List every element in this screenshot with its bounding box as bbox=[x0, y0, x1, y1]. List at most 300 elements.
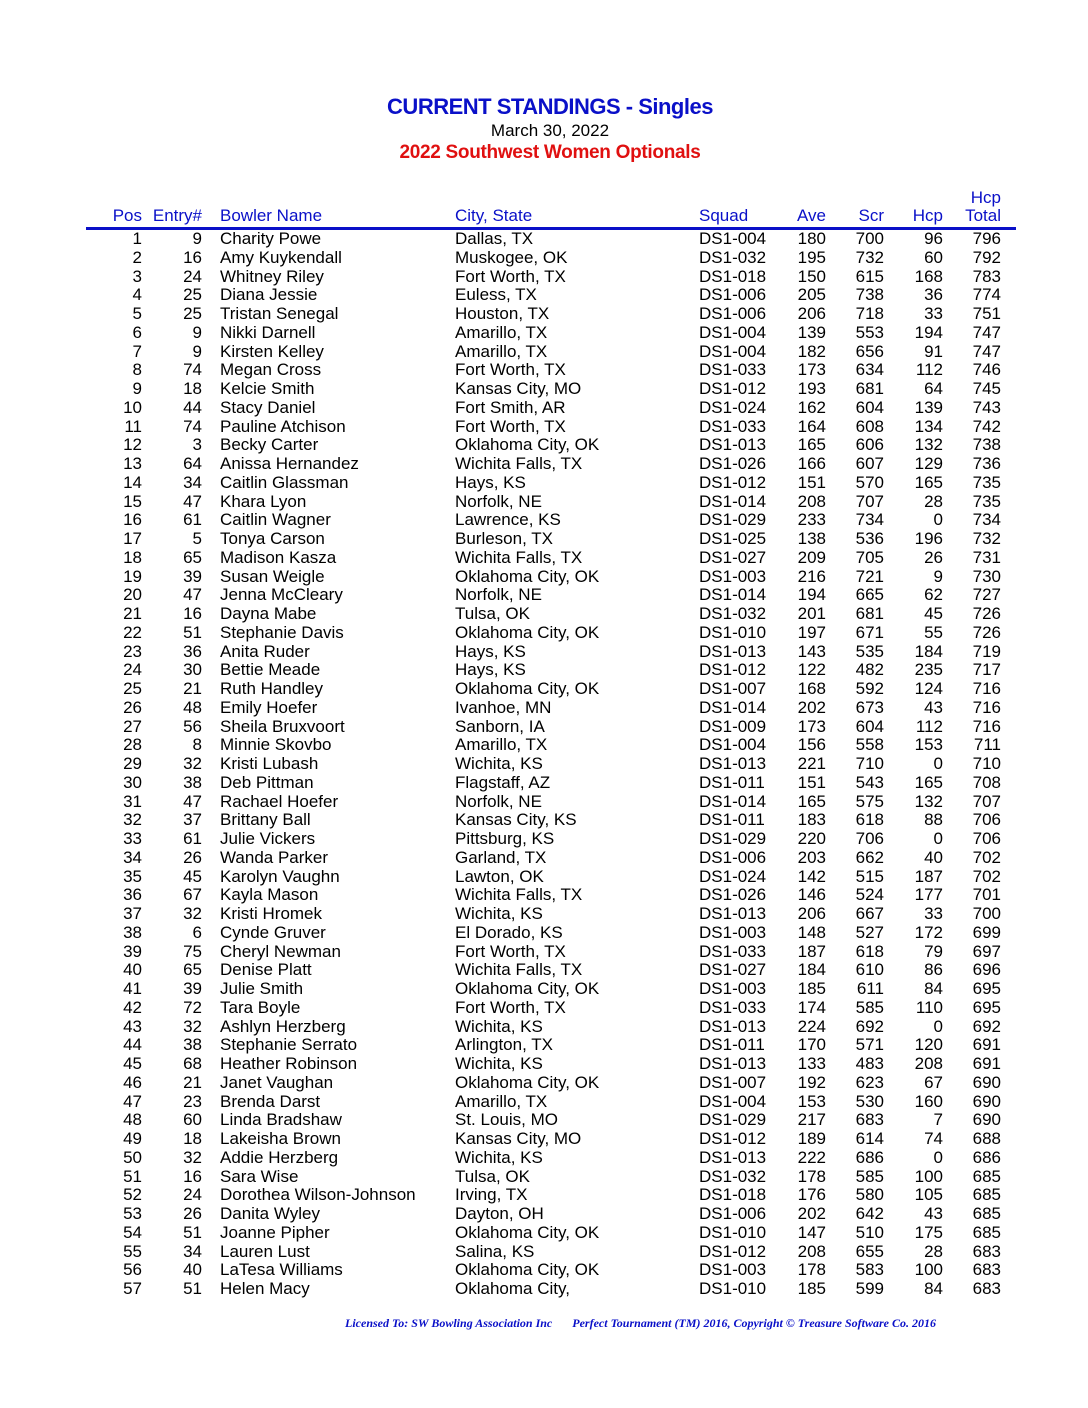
scr-cell: 686 bbox=[855, 1147, 884, 1167]
table-row bbox=[0, 1149, 1088, 1168]
ave-cell: 224 bbox=[797, 1016, 826, 1036]
city-state-cell: Tulsa, OK bbox=[455, 1166, 530, 1186]
pos-cell: 30 bbox=[123, 772, 142, 792]
entry-cell: 9 bbox=[192, 341, 202, 361]
hcp-total-cell: 696 bbox=[972, 960, 1001, 980]
hcp-cell: 100 bbox=[914, 1166, 943, 1186]
table-row bbox=[0, 586, 1088, 605]
pos-cell: 7 bbox=[132, 341, 142, 361]
entry-cell: 24 bbox=[183, 1185, 202, 1205]
bowler-name-cell: Lakeisha Brown bbox=[220, 1129, 341, 1148]
squad-cell: DS1-006 bbox=[699, 304, 767, 323]
entry-cell: 51 bbox=[183, 1222, 202, 1242]
table-row bbox=[0, 1168, 1088, 1187]
bowler-name-cell: Cheryl Newman bbox=[220, 941, 341, 961]
city-state-cell: Flagstaff, AZ bbox=[455, 772, 551, 792]
bowler-name-cell: Diana Jessie bbox=[220, 285, 318, 305]
entry-cell: 34 bbox=[183, 1241, 202, 1261]
pos-cell: 3 bbox=[132, 266, 142, 286]
scr-cell: 592 bbox=[855, 679, 884, 698]
squad-cell: DS1-032 bbox=[699, 247, 767, 267]
table-row bbox=[0, 380, 1088, 399]
hcp-cell: 33 bbox=[924, 304, 943, 323]
bowler-name-cell: Susan Weigle bbox=[220, 566, 325, 586]
pos-cell: 9 bbox=[132, 379, 142, 398]
entry-cell: 26 bbox=[183, 847, 202, 867]
entry-cell: 8 bbox=[192, 735, 202, 755]
hcp-cell: 86 bbox=[924, 960, 943, 980]
scr-cell: 611 bbox=[856, 979, 884, 998]
hcp-cell: 153 bbox=[914, 735, 943, 755]
city-state-cell: Dayton, OH bbox=[455, 1204, 544, 1223]
hcp-total-cell: 743 bbox=[972, 397, 1001, 417]
table-row bbox=[0, 1280, 1088, 1299]
scr-cell: 558 bbox=[855, 735, 884, 755]
pos-cell: 26 bbox=[123, 697, 142, 717]
pos-cell: 50 bbox=[123, 1147, 142, 1167]
scr-cell: 618 bbox=[855, 810, 884, 830]
footer-license: Licensed To: SW Bowling Association Inc bbox=[345, 1316, 553, 1330]
bowler-name-cell: Stephanie Davis bbox=[220, 622, 344, 642]
hcp-cell: 175 bbox=[914, 1222, 943, 1242]
table-row bbox=[0, 286, 1088, 305]
squad-cell: DS1-012 bbox=[699, 472, 767, 492]
header-entry: Entry# bbox=[152, 206, 202, 225]
table-row bbox=[0, 643, 1088, 662]
squad-cell: DS1-003 bbox=[699, 1260, 767, 1280]
pos-cell: 10 bbox=[123, 397, 142, 417]
hcp-total-cell: 792 bbox=[972, 247, 1001, 267]
scr-cell: 692 bbox=[855, 1016, 884, 1036]
city-state-cell: Irving, TX bbox=[455, 1185, 528, 1205]
bowler-name-cell: Joanne Pipher bbox=[220, 1222, 330, 1242]
squad-cell: DS1-029 bbox=[699, 510, 767, 530]
pos-cell: 27 bbox=[123, 716, 142, 736]
hcp-cell: 165 bbox=[914, 772, 943, 792]
city-state-cell: Wichita, KS bbox=[455, 1016, 543, 1036]
scr-cell: 718 bbox=[855, 304, 884, 323]
scr-cell: 614 bbox=[855, 1129, 884, 1148]
ave-cell: 202 bbox=[797, 697, 826, 717]
entry-cell: 60 bbox=[183, 1110, 202, 1130]
entry-cell: 38 bbox=[183, 1035, 202, 1055]
scr-cell: 524 bbox=[855, 885, 884, 905]
table-row bbox=[0, 868, 1088, 887]
bowler-name-cell: Denise Platt bbox=[220, 960, 312, 980]
hcp-cell: 96 bbox=[924, 229, 943, 248]
squad-cell: DS1-013 bbox=[699, 435, 767, 455]
bowler-name-cell: Emily Hoefer bbox=[220, 697, 318, 717]
bowler-name-cell: Deb Pittman bbox=[220, 772, 314, 792]
entry-cell: 3 bbox=[192, 435, 202, 455]
table-header bbox=[0, 204, 1088, 228]
bowler-name-cell: Sheila Bruxvoort bbox=[220, 716, 345, 736]
table-row bbox=[0, 493, 1088, 512]
table-row bbox=[0, 699, 1088, 718]
hcp-cell: 187 bbox=[914, 866, 943, 886]
hcp-cell: 100 bbox=[914, 1260, 943, 1280]
hcp-total-cell: 738 bbox=[972, 435, 1001, 455]
entry-cell: 40 bbox=[183, 1260, 202, 1280]
ave-cell: 147 bbox=[797, 1222, 826, 1242]
ave-cell: 195 bbox=[797, 247, 826, 267]
squad-cell: DS1-032 bbox=[699, 604, 767, 623]
scr-cell: 610 bbox=[855, 960, 884, 980]
ave-cell: 148 bbox=[797, 922, 826, 942]
ave-cell: 197 bbox=[797, 622, 826, 642]
table-row bbox=[0, 549, 1088, 568]
entry-cell: 6 bbox=[192, 922, 202, 942]
scr-cell: 535 bbox=[855, 641, 884, 661]
squad-cell: DS1-013 bbox=[699, 1054, 767, 1073]
hcp-cell: 79 bbox=[924, 941, 943, 961]
header-hcp: Hcp bbox=[912, 206, 943, 225]
hcp-cell: 0 bbox=[933, 1147, 943, 1167]
ave-cell: 184 bbox=[797, 960, 826, 980]
scr-cell: 734 bbox=[855, 510, 884, 530]
bowler-name-cell: Danita Wyley bbox=[220, 1204, 320, 1223]
entry-cell: 67 bbox=[183, 885, 202, 905]
pos-cell: 49 bbox=[123, 1129, 142, 1148]
city-state-cell: Wichita, KS bbox=[455, 1054, 543, 1073]
table-row bbox=[0, 736, 1088, 755]
pos-cell: 38 bbox=[123, 922, 142, 942]
squad-cell: DS1-003 bbox=[699, 566, 767, 586]
scr-cell: 580 bbox=[855, 1185, 884, 1205]
hcp-cell: 134 bbox=[914, 416, 943, 436]
pos-cell: 12 bbox=[123, 435, 142, 455]
hcp-total-cell: 690 bbox=[972, 1110, 1001, 1130]
header-pos: Pos bbox=[112, 206, 142, 225]
pos-cell: 45 bbox=[123, 1054, 142, 1073]
squad-cell: DS1-018 bbox=[699, 1185, 767, 1205]
city-state-cell: Euless, TX bbox=[455, 285, 537, 305]
header-ave: Ave bbox=[797, 206, 826, 225]
bowler-name-cell: Dayna Mabe bbox=[220, 604, 317, 623]
hcp-total-cell: 690 bbox=[972, 1091, 1001, 1111]
bowler-name-cell: Madison Kasza bbox=[220, 547, 337, 567]
city-state-cell: Amarillo, TX bbox=[455, 341, 548, 361]
pos-cell: 6 bbox=[132, 322, 142, 342]
hcp-total-cell: 731 bbox=[972, 547, 1001, 567]
hcp-cell: 7 bbox=[933, 1110, 943, 1130]
hcp-total-cell: 747 bbox=[972, 322, 1001, 342]
bowler-name-cell: Amy Kuykendall bbox=[220, 247, 342, 267]
bowler-name-cell: Megan Cross bbox=[220, 360, 322, 380]
hcp-total-cell: 726 bbox=[972, 622, 1001, 642]
table-row bbox=[0, 793, 1088, 812]
table-row bbox=[0, 1036, 1088, 1055]
city-state-cell: Lawrence, KS bbox=[455, 510, 561, 530]
entry-cell: 47 bbox=[183, 791, 202, 811]
city-state-cell: Amarillo, TX bbox=[455, 735, 548, 755]
scr-cell: 732 bbox=[855, 247, 884, 267]
hcp-total-cell: 688 bbox=[972, 1129, 1001, 1148]
hcp-total-cell: 691 bbox=[972, 1035, 1001, 1055]
squad-cell: DS1-012 bbox=[699, 1129, 767, 1148]
ave-cell: 220 bbox=[797, 829, 826, 848]
table-row bbox=[0, 1130, 1088, 1149]
scr-cell: 583 bbox=[855, 1260, 884, 1280]
scr-cell: 667 bbox=[855, 904, 884, 923]
entry-cell: 64 bbox=[183, 454, 202, 473]
pos-cell: 53 bbox=[123, 1204, 142, 1223]
squad-cell: DS1-027 bbox=[699, 547, 767, 567]
hcp-cell: 194 bbox=[914, 322, 943, 342]
table-row bbox=[0, 568, 1088, 587]
table-row bbox=[0, 530, 1088, 549]
entry-cell: 37 bbox=[183, 810, 202, 830]
scr-cell: 642 bbox=[855, 1204, 884, 1223]
ave-cell: 192 bbox=[797, 1072, 826, 1092]
hcp-total-cell: 746 bbox=[972, 360, 1001, 380]
pos-cell: 15 bbox=[123, 491, 142, 511]
ave-cell: 139 bbox=[797, 322, 826, 342]
hcp-cell: 129 bbox=[914, 454, 943, 473]
squad-cell: DS1-014 bbox=[699, 585, 767, 605]
hcp-total-cell: 692 bbox=[972, 1016, 1001, 1036]
ave-cell: 142 bbox=[797, 866, 826, 886]
squad-cell: DS1-026 bbox=[699, 454, 767, 473]
city-state-cell: Kansas City, MO bbox=[455, 1129, 582, 1148]
table-row bbox=[0, 774, 1088, 793]
entry-cell: 65 bbox=[183, 960, 202, 980]
hcp-total-cell: 701 bbox=[972, 885, 1001, 905]
hcp-total-cell: 683 bbox=[972, 1241, 1001, 1261]
city-state-cell: Sanborn, IA bbox=[455, 716, 545, 736]
city-state-cell: Houston, TX bbox=[455, 304, 550, 323]
pos-cell: 18 bbox=[123, 547, 142, 567]
pos-cell: 28 bbox=[123, 735, 142, 755]
city-state-cell: St. Louis, MO bbox=[455, 1110, 558, 1130]
entry-cell: 39 bbox=[183, 566, 202, 586]
bowler-name-cell: Anissa Hernandez bbox=[220, 454, 359, 473]
table-row bbox=[0, 980, 1088, 999]
hcp-cell: 36 bbox=[924, 285, 943, 305]
pos-cell: 43 bbox=[123, 1016, 142, 1036]
scr-cell: 515 bbox=[855, 866, 884, 886]
pos-cell: 16 bbox=[123, 510, 142, 530]
bowler-name-cell: Bettie Meade bbox=[220, 660, 321, 680]
ave-cell: 233 bbox=[797, 510, 826, 530]
hcp-total-cell: 751 bbox=[972, 304, 1001, 323]
hcp-total-cell: 730 bbox=[972, 566, 1001, 586]
city-state-cell: Pittsburg, KS bbox=[455, 829, 555, 848]
entry-cell: 16 bbox=[183, 1166, 202, 1186]
squad-cell: DS1-013 bbox=[699, 754, 767, 773]
table-row bbox=[0, 399, 1088, 418]
pos-cell: 11 bbox=[124, 416, 142, 436]
ave-cell: 122 bbox=[797, 660, 826, 680]
hcp-total-cell: 742 bbox=[972, 416, 1001, 436]
hcp-total-cell: 697 bbox=[972, 941, 1001, 961]
table-row bbox=[0, 436, 1088, 455]
bowler-name-cell: Khara Lyon bbox=[220, 491, 307, 511]
table-row bbox=[0, 849, 1088, 868]
hcp-cell: 43 bbox=[924, 697, 943, 717]
table-row bbox=[0, 624, 1088, 643]
ave-cell: 173 bbox=[797, 716, 826, 736]
city-state-cell: Hays, KS bbox=[455, 660, 526, 680]
ave-cell: 133 bbox=[797, 1054, 826, 1073]
scr-cell: 623 bbox=[855, 1072, 884, 1092]
hcp-cell: 62 bbox=[924, 585, 943, 605]
ave-cell: 165 bbox=[797, 435, 826, 455]
hcp-total-cell: 716 bbox=[972, 716, 1001, 736]
hcp-cell: 120 bbox=[914, 1035, 943, 1055]
ave-cell: 168 bbox=[797, 679, 826, 698]
bowler-name-cell: Jenna McCleary bbox=[220, 585, 343, 605]
scr-cell: 665 bbox=[855, 585, 884, 605]
city-state-cell: Fort Worth, TX bbox=[455, 360, 566, 380]
city-state-cell: Fort Worth, TX bbox=[455, 266, 566, 286]
bowler-name-cell: Caitlin Glassman bbox=[220, 472, 349, 492]
hcp-cell: 55 bbox=[924, 622, 943, 642]
squad-cell: DS1-024 bbox=[699, 866, 767, 886]
entry-cell: 61 bbox=[183, 829, 202, 848]
table-row bbox=[0, 268, 1088, 287]
pos-cell: 4 bbox=[132, 285, 142, 305]
scr-cell: 710 bbox=[855, 754, 884, 773]
entry-cell: 48 bbox=[183, 697, 202, 717]
city-state-cell: Wichita Falls, TX bbox=[455, 960, 583, 980]
table-row bbox=[0, 361, 1088, 380]
hcp-total-cell: 710 bbox=[972, 754, 1001, 773]
city-state-cell: Garland, TX bbox=[455, 847, 547, 867]
city-state-cell: Oklahoma City, bbox=[455, 1279, 570, 1298]
squad-cell: DS1-007 bbox=[699, 679, 767, 698]
entry-cell: 16 bbox=[183, 604, 202, 623]
bowler-name-cell: Julie Vickers bbox=[220, 829, 316, 848]
hcp-cell: 208 bbox=[914, 1054, 943, 1073]
city-state-cell: Fort Worth, TX bbox=[455, 997, 566, 1017]
hcp-cell: 0 bbox=[933, 1016, 943, 1036]
squad-cell: DS1-011 bbox=[699, 810, 765, 830]
entry-cell: 47 bbox=[183, 491, 202, 511]
hcp-cell: 74 bbox=[924, 1129, 943, 1148]
hcp-total-cell: 695 bbox=[972, 979, 1001, 998]
entry-cell: 32 bbox=[183, 904, 202, 923]
squad-cell: DS1-018 bbox=[699, 266, 767, 286]
squad-cell: DS1-003 bbox=[699, 922, 767, 942]
hcp-total-cell: 683 bbox=[972, 1279, 1001, 1298]
hcp-cell: 172 bbox=[914, 922, 943, 942]
hcp-total-cell: 702 bbox=[972, 847, 1001, 867]
table-row bbox=[0, 811, 1088, 830]
table-row bbox=[0, 718, 1088, 737]
table-row bbox=[0, 661, 1088, 680]
hcp-total-cell: 774 bbox=[972, 285, 1001, 305]
scr-cell: 655 bbox=[855, 1241, 884, 1261]
ave-cell: 208 bbox=[797, 491, 826, 511]
hcp-cell: 26 bbox=[924, 547, 943, 567]
pos-cell: 19 bbox=[123, 566, 142, 586]
hcp-total-cell: 707 bbox=[972, 791, 1001, 811]
hcp-total-cell: 796 bbox=[972, 229, 1001, 248]
squad-cell: DS1-006 bbox=[699, 285, 767, 305]
pos-cell: 47 bbox=[123, 1091, 142, 1111]
city-state-cell: Fort Smith, AR bbox=[455, 397, 566, 417]
pos-cell: 56 bbox=[123, 1260, 142, 1280]
hcp-cell: 132 bbox=[914, 791, 943, 811]
table-row bbox=[0, 924, 1088, 943]
ave-cell: 202 bbox=[797, 1204, 826, 1223]
hcp-total-cell: 685 bbox=[972, 1222, 1001, 1242]
hcp-cell: 84 bbox=[924, 1279, 943, 1298]
ave-cell: 146 bbox=[797, 885, 826, 905]
entry-cell: 25 bbox=[183, 304, 202, 323]
scr-cell: 543 bbox=[855, 772, 884, 792]
hcp-cell: 91 bbox=[924, 341, 943, 361]
city-state-cell: Wichita Falls, TX bbox=[455, 885, 583, 905]
squad-cell: DS1-033 bbox=[699, 997, 767, 1017]
scr-cell: 599 bbox=[855, 1279, 884, 1298]
entry-cell: 18 bbox=[183, 1129, 202, 1148]
hcp-cell: 177 bbox=[914, 885, 943, 905]
pos-cell: 54 bbox=[123, 1222, 142, 1242]
scr-cell: 706 bbox=[855, 829, 884, 848]
hcp-total-cell: 735 bbox=[972, 491, 1001, 511]
hcp-cell: 88 bbox=[924, 810, 943, 830]
header-city-state: City, State bbox=[455, 206, 533, 225]
scr-cell: 575 bbox=[855, 791, 884, 811]
ave-cell: 206 bbox=[797, 904, 826, 923]
ave-cell: 173 bbox=[797, 360, 826, 380]
hcp-cell: 0 bbox=[933, 754, 943, 773]
hcp-total-cell: 745 bbox=[972, 379, 1001, 398]
city-state-cell: Ivanhoe, MN bbox=[455, 697, 552, 717]
city-state-cell: Oklahoma City, OK bbox=[455, 1222, 600, 1242]
bowler-name-cell: Wanda Parker bbox=[220, 847, 329, 867]
squad-cell: DS1-014 bbox=[699, 791, 767, 811]
bowler-name-cell: Charity Powe bbox=[220, 229, 322, 248]
scr-cell: 510 bbox=[855, 1222, 884, 1242]
pos-cell: 34 bbox=[123, 847, 142, 867]
entry-cell: 65 bbox=[183, 547, 202, 567]
ave-cell: 138 bbox=[797, 529, 826, 548]
pos-cell: 29 bbox=[123, 754, 142, 773]
table-row bbox=[0, 961, 1088, 980]
ave-cell: 151 bbox=[797, 472, 826, 492]
table-row bbox=[0, 343, 1088, 362]
pos-cell: 35 bbox=[123, 866, 142, 886]
bowler-name-cell: LaTesa Williams bbox=[220, 1260, 343, 1280]
pos-cell: 20 bbox=[123, 585, 142, 605]
hcp-total-cell: 734 bbox=[972, 510, 1001, 530]
scr-cell: 570 bbox=[855, 472, 884, 492]
table-row bbox=[0, 905, 1088, 924]
city-state-cell: Oklahoma City, OK bbox=[455, 1072, 600, 1092]
ave-cell: 193 bbox=[797, 379, 826, 398]
squad-cell: DS1-029 bbox=[699, 829, 767, 848]
bowler-name-cell: Heather Robinson bbox=[220, 1054, 358, 1073]
table-row bbox=[0, 418, 1088, 437]
squad-cell: DS1-004 bbox=[699, 322, 767, 342]
bowler-name-cell: Lauren Lust bbox=[220, 1241, 310, 1261]
pos-cell: 1 bbox=[132, 229, 142, 248]
squad-cell: DS1-004 bbox=[699, 735, 767, 755]
footer-copyright: Perfect Tournament (TM) 2016, Copyright © Treasure Software Co. 2016 bbox=[572, 1316, 937, 1330]
bowler-name-cell: Cynde Gruver bbox=[220, 922, 326, 942]
ave-cell: 162 bbox=[797, 397, 826, 417]
city-state-cell: Oklahoma City, OK bbox=[455, 679, 600, 698]
squad-cell: DS1-011 bbox=[699, 772, 765, 792]
city-state-cell: Wichita Falls, TX bbox=[455, 454, 583, 473]
hcp-cell: 105 bbox=[914, 1185, 943, 1205]
bowler-name-cell: Karolyn Vaughn bbox=[220, 866, 340, 886]
ave-cell: 180 bbox=[797, 229, 826, 248]
hcp-total-cell: 717 bbox=[972, 660, 1001, 680]
